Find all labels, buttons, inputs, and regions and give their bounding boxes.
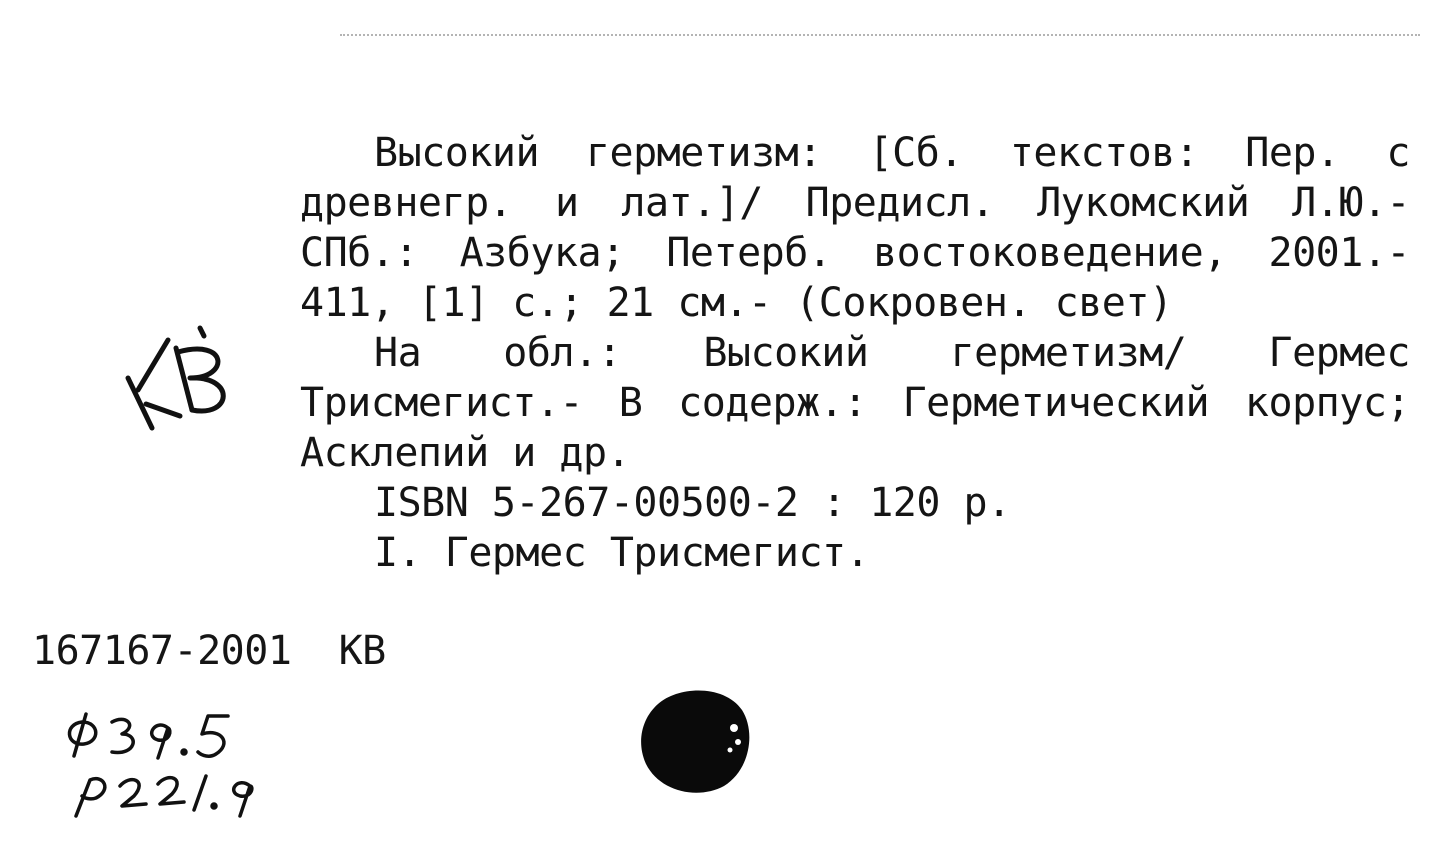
isbn-line: ISBN 5-267-00500-2 : 120 р. — [374, 480, 1011, 526]
punched-hole — [638, 686, 753, 796]
dotted-rule — [340, 34, 1420, 48]
entry-paragraph: Высокий герметизм: [Сб. текстов: Пер. с древнегр. и лат.]/ Предисл. Лукомский Л.Ю.- СПб.: Азбука; Петерб. востоковедение, 2001.- 411, [1] с.; 21 см.- (Сокровен. свет) — [300, 130, 1410, 326]
note-paragraph: На обл.: Высокий герметизм/ Гермес Трисмегист.- В содерж.: Герметический корпус; Асклепий и др. — [300, 330, 1410, 476]
added-entry-line: I. Гермес Трисмегист. — [374, 530, 870, 576]
bibliographic-entry — [300, 128, 1410, 578]
handwritten-classification — [60, 700, 290, 830]
catalog-number: 167167-2001 КВ — [32, 628, 386, 674]
handwritten-kb-mark — [118, 318, 248, 438]
